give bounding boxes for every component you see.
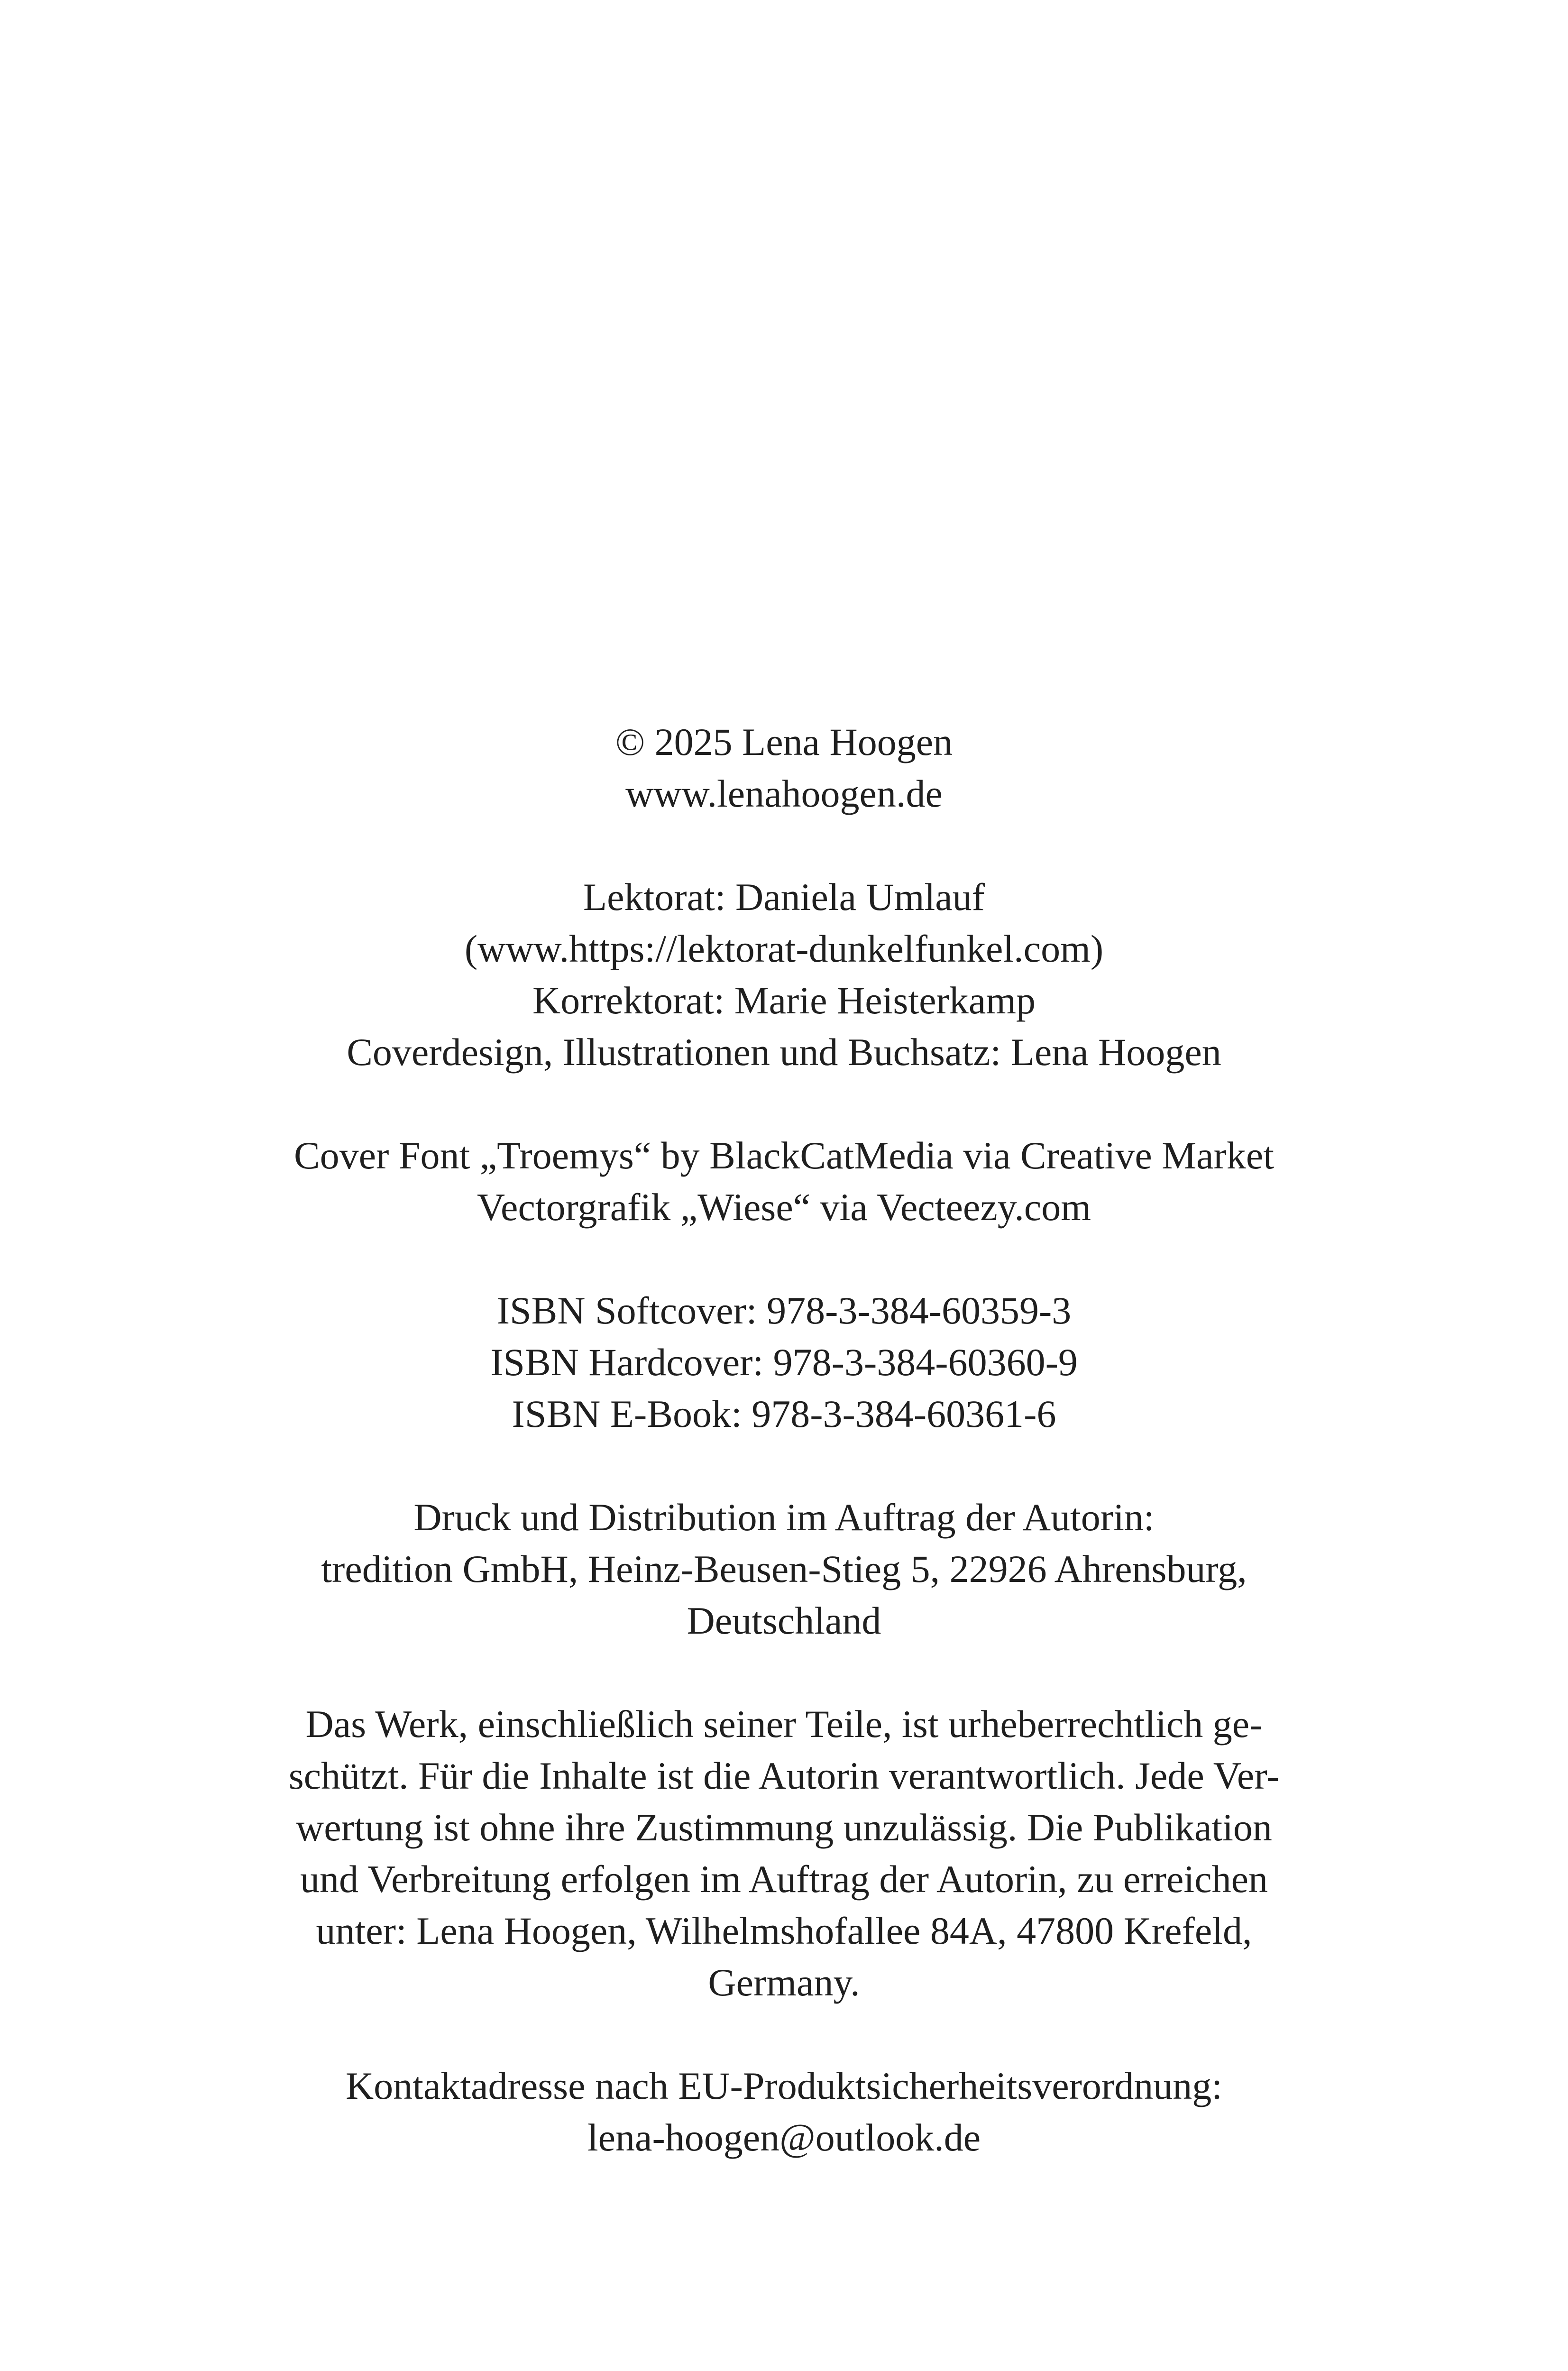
editing-credit: Lektorat: Daniela Umlauf: [583, 875, 985, 919]
contact-block: [0, 2060, 1568, 2163]
assets-block: [0, 1130, 1568, 1233]
legal-notice-block: [0, 1698, 1568, 2008]
distributor-address: tredition GmbH, Heinz-Beusen-Stieg 5, 22926 Ahrensburg,: [321, 1547, 1247, 1590]
vector-graphic-credit: Vectorgrafik „Wiese“ via Vecteezy.com: [477, 1186, 1091, 1229]
imprint-page: [0, 716, 1568, 2163]
author-website: www.lenahoogen.de: [625, 772, 943, 815]
legal-line: unter: Lena Hoogen, Wilhelmshofallee 84A, 47800 Krefeld,: [316, 1909, 1252, 1952]
copyright-notice: © 2025 Lena Hoogen: [615, 720, 953, 763]
distributor-country: Deutschland: [687, 1599, 881, 1642]
legal-line: Das Werk, einschließlich seiner Teile, ist urheberrechtlich ge-: [305, 1702, 1263, 1746]
credits-block: [0, 871, 1568, 1078]
design-credit: Coverdesign, Illustrationen und Buchsatz: Lena Hoogen: [347, 1030, 1221, 1074]
distribution-block: [0, 1491, 1568, 1646]
isbn-softcover: ISBN Softcover: 978-3-384-60359-3: [496, 1289, 1072, 1332]
copyright-block: [0, 716, 1568, 819]
proofreading-credit: Korrektorat: Marie Heisterkamp: [532, 979, 1036, 1022]
legal-line: wertung ist ohne ihre Zustimmung unzulässig. Die Publikation: [296, 1806, 1272, 1849]
contact-label: Kontaktadresse nach EU-Produktsicherheitsverordnung:: [345, 2064, 1223, 2107]
legal-line: schützt. Für die Inhalte ist die Autorin verantwortlich. Jede Ver-: [288, 1754, 1280, 1797]
contact-email: lena-hoogen@outlook.de: [587, 2116, 981, 2159]
editing-url: (www.https://lektorat-dunkelfunkel.com): [464, 927, 1104, 970]
isbn-hardcover: ISBN Hardcover: 978-3-384-60360-9: [490, 1341, 1078, 1384]
distribution-intro: Druck und Distribution im Auftrag der Autorin:: [413, 1496, 1155, 1539]
isbn-ebook: ISBN E-Book: 978-3-384-60361-6: [512, 1392, 1056, 1435]
legal-line: und Verbreitung erfolgen im Auftrag der Autorin, zu erreichen: [300, 1857, 1268, 1901]
cover-font-credit: Cover Font „Troemys“ by BlackCatMedia via Creative Market: [293, 1134, 1275, 1177]
isbn-block: [0, 1285, 1568, 1440]
legal-line: Germany.: [708, 1961, 860, 2004]
